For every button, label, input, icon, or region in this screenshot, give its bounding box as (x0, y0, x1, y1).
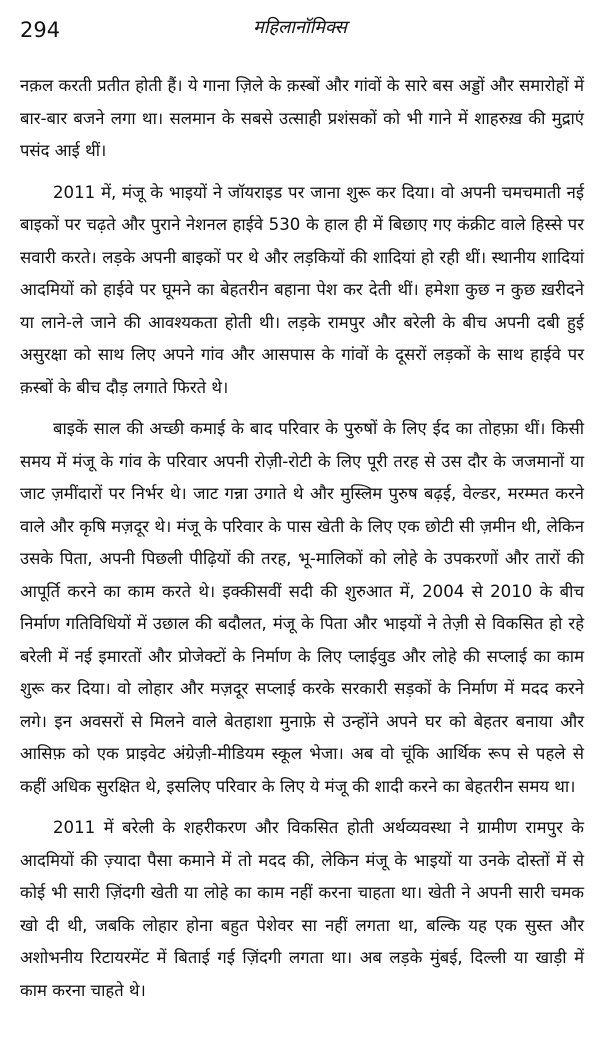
paragraph-continuation: नक़ल करती प्रतीत होती हैं। ये गाना ज़िले के क़स्बों और गांवों के सारे बस अड्डों और समारोहों में बार-बार बजने लगा था। सलमान के सबसे उत्साही प्रशंसकों को भी गाने में शाहरुख़ की मुद्राएं पसंद आई थीं। (20, 76, 584, 160)
paragraph-joyride: 2011 में, मंजू के भाइयों ने जॉयराइड पर जाना शुरू कर दिया। वो अपनी चमचमाती नई बाइकों पर चढ़ते और पुराने नेशनल हाईवे 530 के हाल ही में बिछाए गए कंक्रीट वाले हिस्से पर सवारी करते। लड़के अपनी बाइकों पर थे और लड़कियों की शादियां हो रही थीं। स्थानीय शादियां आदमियों को हाईवे पर घूमने का बेहतरीन बहाना पेश कर देती थीं। हमेशा कुछ न कुछ ख़रीदने या लाने-ले जाने की आवश्यकता होती थी। लड़के रामपुर और बरेली के बीच अपनी दबी हुई असुरक्षा को साथ लिए अपने गांव और आसपास के गांवों के दूसरों लड़कों के साथ हाईवे पर क़स्बों के बीच दौड़ लगाते फिरते थे। (20, 182, 584, 397)
paragraph-bikes-eid: बाइकें साल की अच्छी कमाई के बाद परिवार के पुरुषों के लिए ईद का तोहफ़ा थीं। किसी समय में मंजू के गांव के परिवार अपनी रोज़ी-रोटी के लिए पूरी तरह से उस दौर के जजमानों या जाट ज़मींदारों पर निर्भर थे। जाट गन्ना उगाते थे और मुस्लिम पुरुष बढ़ई, वेल्डर, मरम्मत करने वाले और कृषि मज़दूर थे। मंजू के परिवार के पास खेती के लिए एक छोटी सी ज़मीन थी, लेकिन उसके पिता, अपनी पिछली पीढ़ियों की तरह, भू-मालिकों को लोहे के उपकरणों और तारों की आपूर्ति करने का काम करते थे। इक्कीसवीं सदी की शुरुआत में, 2004 से 2010 के बीच निर्माण गतिविधियों में उछाल की बदौलत, मंजू के पिता और भाइयों ने तेज़ी से विकसित हो रहे बरेली में नई इमारतों और प्रोजेक्टों के निर्माण के लिए प्लाईवुड और लोहे की सप्लाई का काम शुरू कर दिया। वो लोहार और मज़दूर सप्लाई करके सरकारी सड़कों के निर्माण में मदद करने लगे। इन अवसरों से मिलने वाले बेतहाशा मुनाफ़े से उन्होंने अपने घर को बेहतर बनाया और आसिफ़ को एक प्राइवेट अंग्रेज़ी-मीडियम स्कूल भेजा। अब वो चूंकि आर्थिक रूप से पहले से कहीं अधिक सुरक्षित थे, इसलिए परिवार के लिए ये मंजू की शादी करने का बेहतरीन समय था। (20, 419, 584, 796)
page-number: 294 (20, 18, 61, 42)
body-text (20, 70, 584, 1007)
running-title: महिलानॉमिक्स (253, 17, 347, 38)
page-header (0, 0, 600, 56)
paragraph-urbanization: 2011 में बरेली के शहरीकरण और विकसित होती अर्थव्यवस्था ने ग्रामीण रामपुर के आदमियों की ज़्यादा पैसा कमाने में तो मदद की, लेकिन मंजू के भाइयों या उनके दोस्तों में से कोई भी सारी ज़िंदगी खेती या लोहे का काम नहीं करना चाहता था। खेती ने अपनी सारी चमक खो दी थी, जबकि लोहार होना बहुत पेशेवर सा नहीं लगता था, बल्कि यह एक सुस्त और अशोभनीय रिटायरमेंट में बिताई गई ज़िंदगी लगता था। अब लड़के मुंबई, दिल्ली या खाड़ी में काम करना चाहते थे। (20, 818, 584, 1000)
